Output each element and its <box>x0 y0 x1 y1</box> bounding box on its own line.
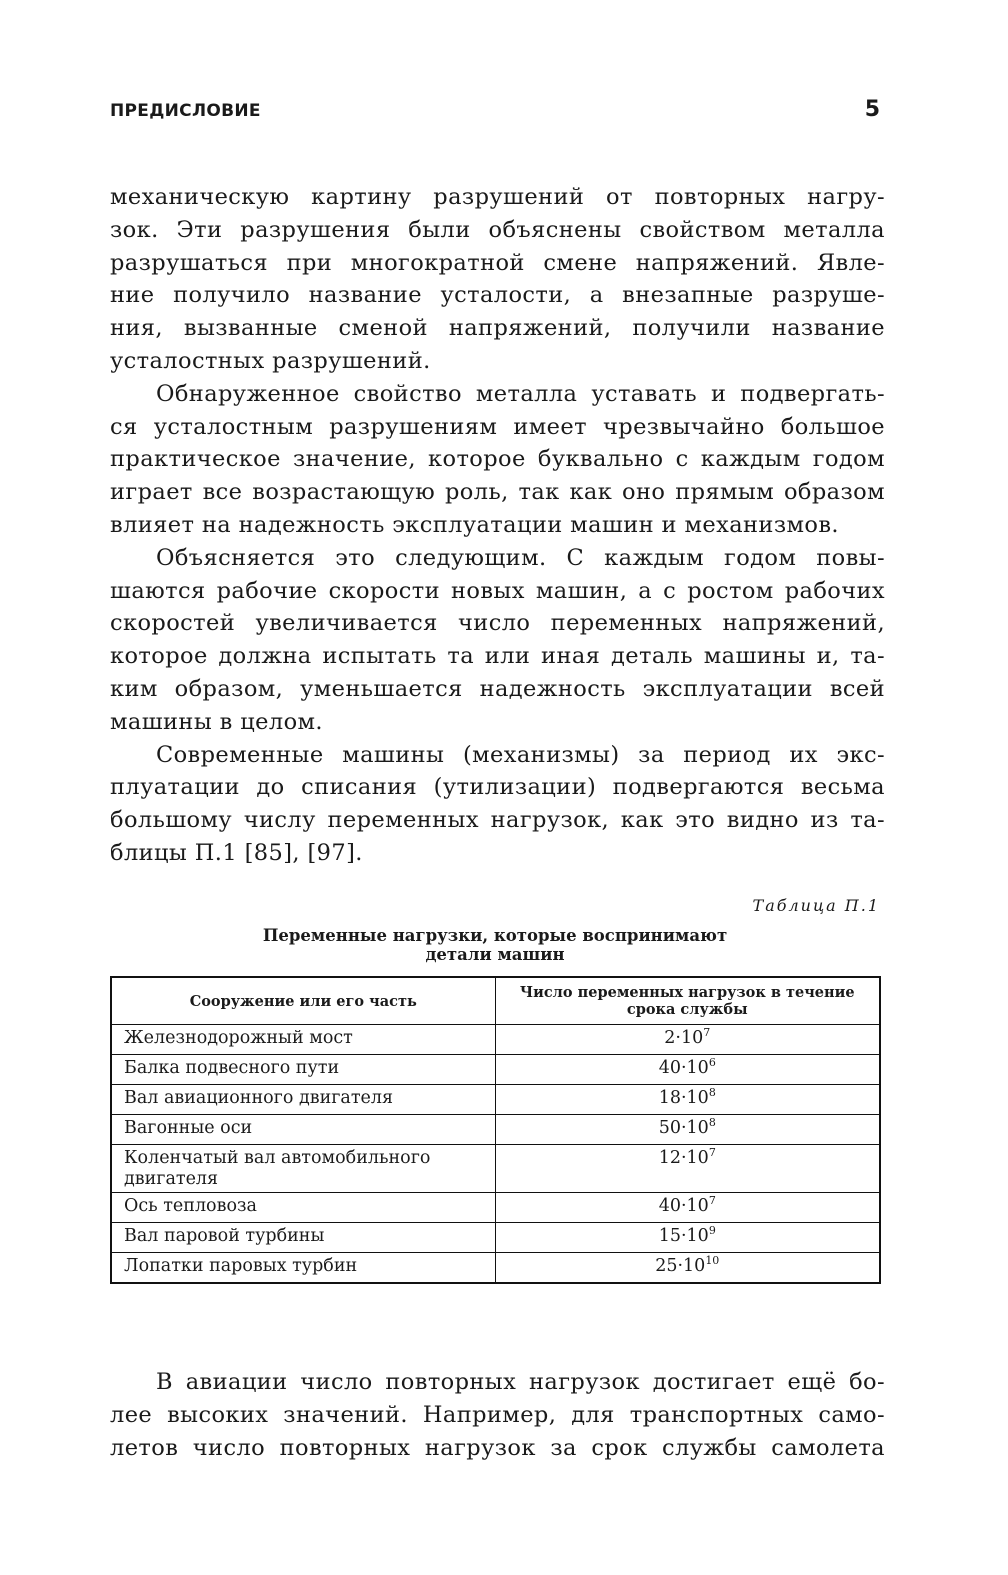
row-structure-name: Вал авиационного двигателя <box>111 1085 495 1115</box>
table-row <box>111 1193 880 1223</box>
text-line: влияет на надежность эксплуатации машин и механизмов. <box>110 511 839 538</box>
text-line: Объясняется это следующим. С каждым годом повы- <box>156 544 885 571</box>
table-row <box>111 1223 880 1253</box>
table-row <box>111 1025 880 1055</box>
row-structure-name: Ось тепловоза <box>111 1193 495 1223</box>
text-line: плуатации до списания (утилизации) подвергаются весьма <box>110 774 885 801</box>
table-row <box>111 1055 880 1085</box>
load-count-mantissa: 15 <box>658 1226 681 1246</box>
load-count-exponent: 8 <box>708 1116 716 1129</box>
column-header: Сооружение или его часть <box>111 977 495 1025</box>
row-structure-name: Балка подвесного пути <box>111 1055 495 1085</box>
column-header: Число переменных нагрузок в течение срока службы <box>495 977 880 1025</box>
load-count-mantissa: 18 <box>658 1088 681 1108</box>
text-line: ким образом, уменьшается надежность эксплуатации всей <box>110 675 885 702</box>
loads-table <box>110 976 881 1284</box>
body-text-top <box>110 181 885 870</box>
load-count-exponent: 8 <box>708 1086 716 1099</box>
text-line: разрушаться при многократной смене напряжений. Явле- <box>110 249 885 276</box>
paragraph <box>110 739 885 870</box>
table-row <box>111 1253 880 1283</box>
paragraph <box>110 378 885 542</box>
load-count-exponent: 7 <box>708 1194 716 1207</box>
load-count-exponent: 6 <box>708 1056 716 1069</box>
text-line: скоростей увеличивается число переменных напряжений, <box>110 610 885 637</box>
load-count-mantissa: 40 <box>658 1196 681 1216</box>
row-structure-name: Коленчатый вал автомобильного двигателя <box>111 1145 495 1193</box>
multiply-dot: ·10 <box>680 1196 709 1216</box>
load-count-mantissa: 12 <box>658 1148 681 1168</box>
table-row <box>111 1085 880 1115</box>
text-line: большому числу переменных нагрузок, как это видно из та- <box>110 807 885 834</box>
table-row <box>111 1115 880 1145</box>
row-load-count <box>495 1055 880 1085</box>
row-structure-name: Вал паровой турбины <box>111 1223 495 1253</box>
row-structure-name: Лопатки паровых турбин <box>111 1253 495 1283</box>
text-line: усталостных разрушений. <box>110 347 431 374</box>
multiply-dot: ·10 <box>680 1088 709 1108</box>
row-load-count <box>495 1223 880 1253</box>
text-line: играет все возрастающую роль, так как оно прямым образом <box>110 479 885 506</box>
load-count-exponent: 9 <box>708 1224 716 1237</box>
text-line: Обнаруженное свойство металла уставать и подвергать- <box>156 380 885 407</box>
text-line: летов число повторных нагрузок за срок службы самолета <box>110 1434 885 1461</box>
page-number: 5 <box>864 97 880 122</box>
multiply-dot: ·10 <box>680 1118 709 1138</box>
paragraph <box>110 1366 885 1464</box>
text-line: практическое значение, которое буквально с каждым годом <box>110 446 885 473</box>
running-header: ПРЕДИСЛОВИЕ <box>110 101 261 121</box>
row-structure-name: Железнодорожный мост <box>111 1025 495 1055</box>
text-line: которое должна испытать та или иная деталь машины и, та- <box>110 643 885 670</box>
table-label: Таблица П.1 <box>752 896 880 915</box>
multiply-dot: ·10 <box>677 1256 706 1276</box>
row-load-count <box>495 1145 880 1193</box>
load-count-mantissa: 2 <box>664 1028 676 1048</box>
multiply-dot: ·10 <box>680 1226 709 1246</box>
multiply-dot: ·10 <box>680 1148 709 1168</box>
text-line: блицы П.1 [85], [97]. <box>110 839 363 866</box>
row-load-count <box>495 1115 880 1145</box>
load-count-exponent: 10 <box>705 1254 720 1267</box>
text-line: ние получило название усталости, а внезапные разруше- <box>110 282 885 309</box>
text-line: ся усталостным разрушениям имеет чрезвычайно большое <box>110 413 885 440</box>
load-count-exponent: 7 <box>703 1026 711 1039</box>
body-text-bottom <box>110 1366 885 1464</box>
row-load-count <box>495 1025 880 1055</box>
multiply-dot: ·10 <box>675 1028 704 1048</box>
text-line: механическую картину разрушений от повторных нагру- <box>110 184 885 210</box>
row-load-count <box>495 1253 880 1283</box>
table-caption-line: Переменные нагрузки, которые воспринимают <box>262 926 728 945</box>
load-count-mantissa: 50 <box>658 1118 681 1138</box>
table-caption <box>110 926 880 964</box>
table-header-row <box>111 977 880 1025</box>
text-line: Современные машины (механизмы) за период их экс- <box>156 741 885 768</box>
text-line: В авиации число повторных нагрузок достигает ещё бо- <box>156 1369 885 1395</box>
text-line: лее высоких значений. Например, для транспортных само- <box>110 1401 885 1428</box>
load-count-mantissa: 40 <box>658 1058 681 1078</box>
multiply-dot: ·10 <box>680 1058 709 1078</box>
text-line: машины в целом. <box>110 708 323 735</box>
load-count-mantissa: 25 <box>655 1256 678 1276</box>
paragraph <box>110 542 885 739</box>
paragraph <box>110 181 885 378</box>
text-line: шаются рабочие скорости новых машин, а с ростом рабочих <box>110 577 885 604</box>
load-count-exponent: 7 <box>708 1146 716 1159</box>
row-load-count <box>495 1085 880 1115</box>
table-body <box>111 1025 880 1283</box>
row-structure-name: Вагонные оси <box>111 1115 495 1145</box>
text-line: ния, вызванные сменой напряжений, получили название <box>110 315 885 342</box>
row-load-count <box>495 1193 880 1223</box>
table-row <box>111 1145 880 1193</box>
table-caption-line: детали машин <box>425 945 565 964</box>
text-line: зок. Эти разрушения были объяснены свойством металла <box>110 216 885 243</box>
